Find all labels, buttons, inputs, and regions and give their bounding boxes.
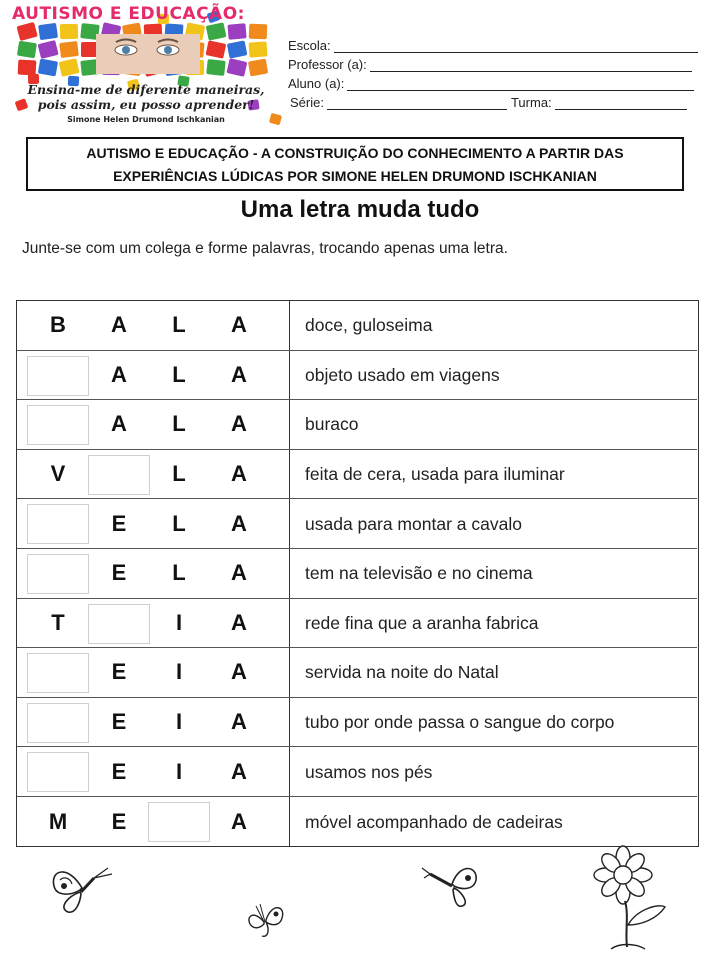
blank-letter-box[interactable] <box>148 802 210 842</box>
logo <box>8 4 284 128</box>
table-row <box>17 400 697 450</box>
field-professor <box>288 57 692 72</box>
blank-letter-box[interactable] <box>27 504 89 544</box>
field-serie <box>290 95 687 110</box>
logo-slogan-line1: Ensina-me de diferente maneiras, <box>27 82 265 97</box>
letter: A <box>231 609 247 635</box>
letter: E <box>111 510 127 536</box>
word-table <box>16 300 699 847</box>
letter: E <box>111 758 127 784</box>
letter: A <box>231 758 247 784</box>
table-row <box>17 499 697 549</box>
letters-cell <box>17 698 290 747</box>
field-aluno <box>288 76 694 91</box>
letter: I <box>175 709 183 735</box>
blank-letter-box[interactable] <box>27 653 89 693</box>
field-aluno-line[interactable] <box>347 78 694 91</box>
title-box <box>26 137 684 191</box>
letter: E <box>111 808 127 834</box>
letter: A <box>231 361 247 387</box>
letters-cell <box>17 599 290 648</box>
table-row <box>17 797 697 847</box>
clue-text: feita de cera, usada para iluminar <box>305 464 565 485</box>
field-aluno-label: Aluno (a): <box>288 76 345 91</box>
letter: A <box>231 312 247 338</box>
table-row <box>17 549 697 599</box>
letters-cell <box>17 747 290 796</box>
letters-cell <box>17 499 290 548</box>
clue-text: tem na televisão e no cinema <box>305 563 533 584</box>
logo-slogan-line2: pois assim, eu posso aprender! <box>37 97 255 112</box>
letter: A <box>231 808 247 834</box>
letters-cell <box>17 549 290 598</box>
butterfly-icon <box>48 862 118 914</box>
letter: A <box>231 461 247 487</box>
clue-text: usada para montar a cavalo <box>305 513 522 534</box>
blank-letter-box[interactable] <box>27 405 89 445</box>
table-row <box>17 301 697 351</box>
clue-text: móvel acompanhado de cadeiras <box>305 811 563 832</box>
field-serie-line[interactable] <box>327 97 507 110</box>
letters-cell <box>17 301 290 350</box>
letters-cell <box>17 648 290 697</box>
blank-letter-box[interactable] <box>27 356 89 396</box>
letter: T <box>51 609 65 635</box>
letters-cell <box>17 351 290 400</box>
field-serie-label: Série: <box>290 95 324 110</box>
letter: A <box>231 709 247 735</box>
letter: I <box>175 758 183 784</box>
letters-cell <box>17 450 290 499</box>
table-row <box>17 351 697 401</box>
table-row <box>17 698 697 748</box>
letter: A <box>231 560 247 586</box>
letter: I <box>175 659 183 685</box>
letter: L <box>172 560 186 586</box>
letters-cell <box>17 400 290 449</box>
blank-letter-box[interactable] <box>88 604 150 644</box>
field-escola <box>288 38 698 53</box>
letter: L <box>172 312 186 338</box>
letter: V <box>50 461 66 487</box>
letter: E <box>111 709 127 735</box>
clue-text: usamos nos pés <box>305 761 433 782</box>
letter: E <box>111 659 127 685</box>
logo-title: AUTISMO E EDUCAÇÃO: <box>12 4 245 24</box>
title-line2: EXPERIÊNCIAS LÚDICAS POR SIMONE HELEN DRUMOND ISCHKANIAN <box>113 168 597 184</box>
flower-icon <box>585 845 685 953</box>
table-row <box>17 450 697 500</box>
clue-text: servida na noite do Natal <box>305 662 499 683</box>
clue-text: doce, guloseima <box>305 315 433 336</box>
logo-slogan <box>8 82 284 112</box>
title-line1: AUTISMO E EDUCAÇÃO - A CONSTRUIÇÃO DO CONHECIMENTO A PARTIR DAS <box>86 145 624 161</box>
letter: L <box>172 510 186 536</box>
page-heading: Uma letra muda tudo <box>240 196 480 223</box>
blank-letter-box[interactable] <box>27 703 89 743</box>
instruction-text: Junte-se com um colega e forme palavras, trocando apenas uma letra. <box>22 240 508 257</box>
clue-text: rede fina que a aranha fabrica <box>305 612 539 633</box>
clue-text: objeto usado em viagens <box>305 364 500 385</box>
letter: M <box>48 808 68 834</box>
butterfly-icon <box>420 860 482 908</box>
letter: A <box>111 411 127 437</box>
clue-text: tubo por onde passa o sangue do corpo <box>305 712 615 733</box>
letter: A <box>231 510 247 536</box>
letter: L <box>172 361 186 387</box>
blank-letter-box[interactable] <box>27 554 89 594</box>
letter: A <box>111 361 127 387</box>
letter: L <box>172 461 186 487</box>
letter: B <box>50 312 66 338</box>
field-professor-label: Professor (a): <box>288 57 367 72</box>
letter: E <box>111 560 127 586</box>
table-row <box>17 599 697 649</box>
blank-letter-box[interactable] <box>88 455 150 495</box>
field-turma-line[interactable] <box>555 97 687 110</box>
field-escola-line[interactable] <box>334 40 698 53</box>
butterfly-icon <box>244 900 288 940</box>
letters-cell <box>17 797 290 847</box>
table-row <box>17 648 697 698</box>
letter: A <box>111 312 127 338</box>
blank-letter-box[interactable] <box>27 752 89 792</box>
field-turma-label: Turma: <box>510 95 552 110</box>
clue-text: buraco <box>305 414 359 435</box>
field-professor-line[interactable] <box>370 59 692 72</box>
logo-author: Simone Helen Drumond Ischkanian <box>67 115 225 124</box>
letter: L <box>172 411 186 437</box>
letter: I <box>175 609 183 635</box>
letter: A <box>231 659 247 685</box>
letter: A <box>231 411 247 437</box>
field-escola-label: Escola: <box>288 38 331 53</box>
table-row <box>17 747 697 797</box>
